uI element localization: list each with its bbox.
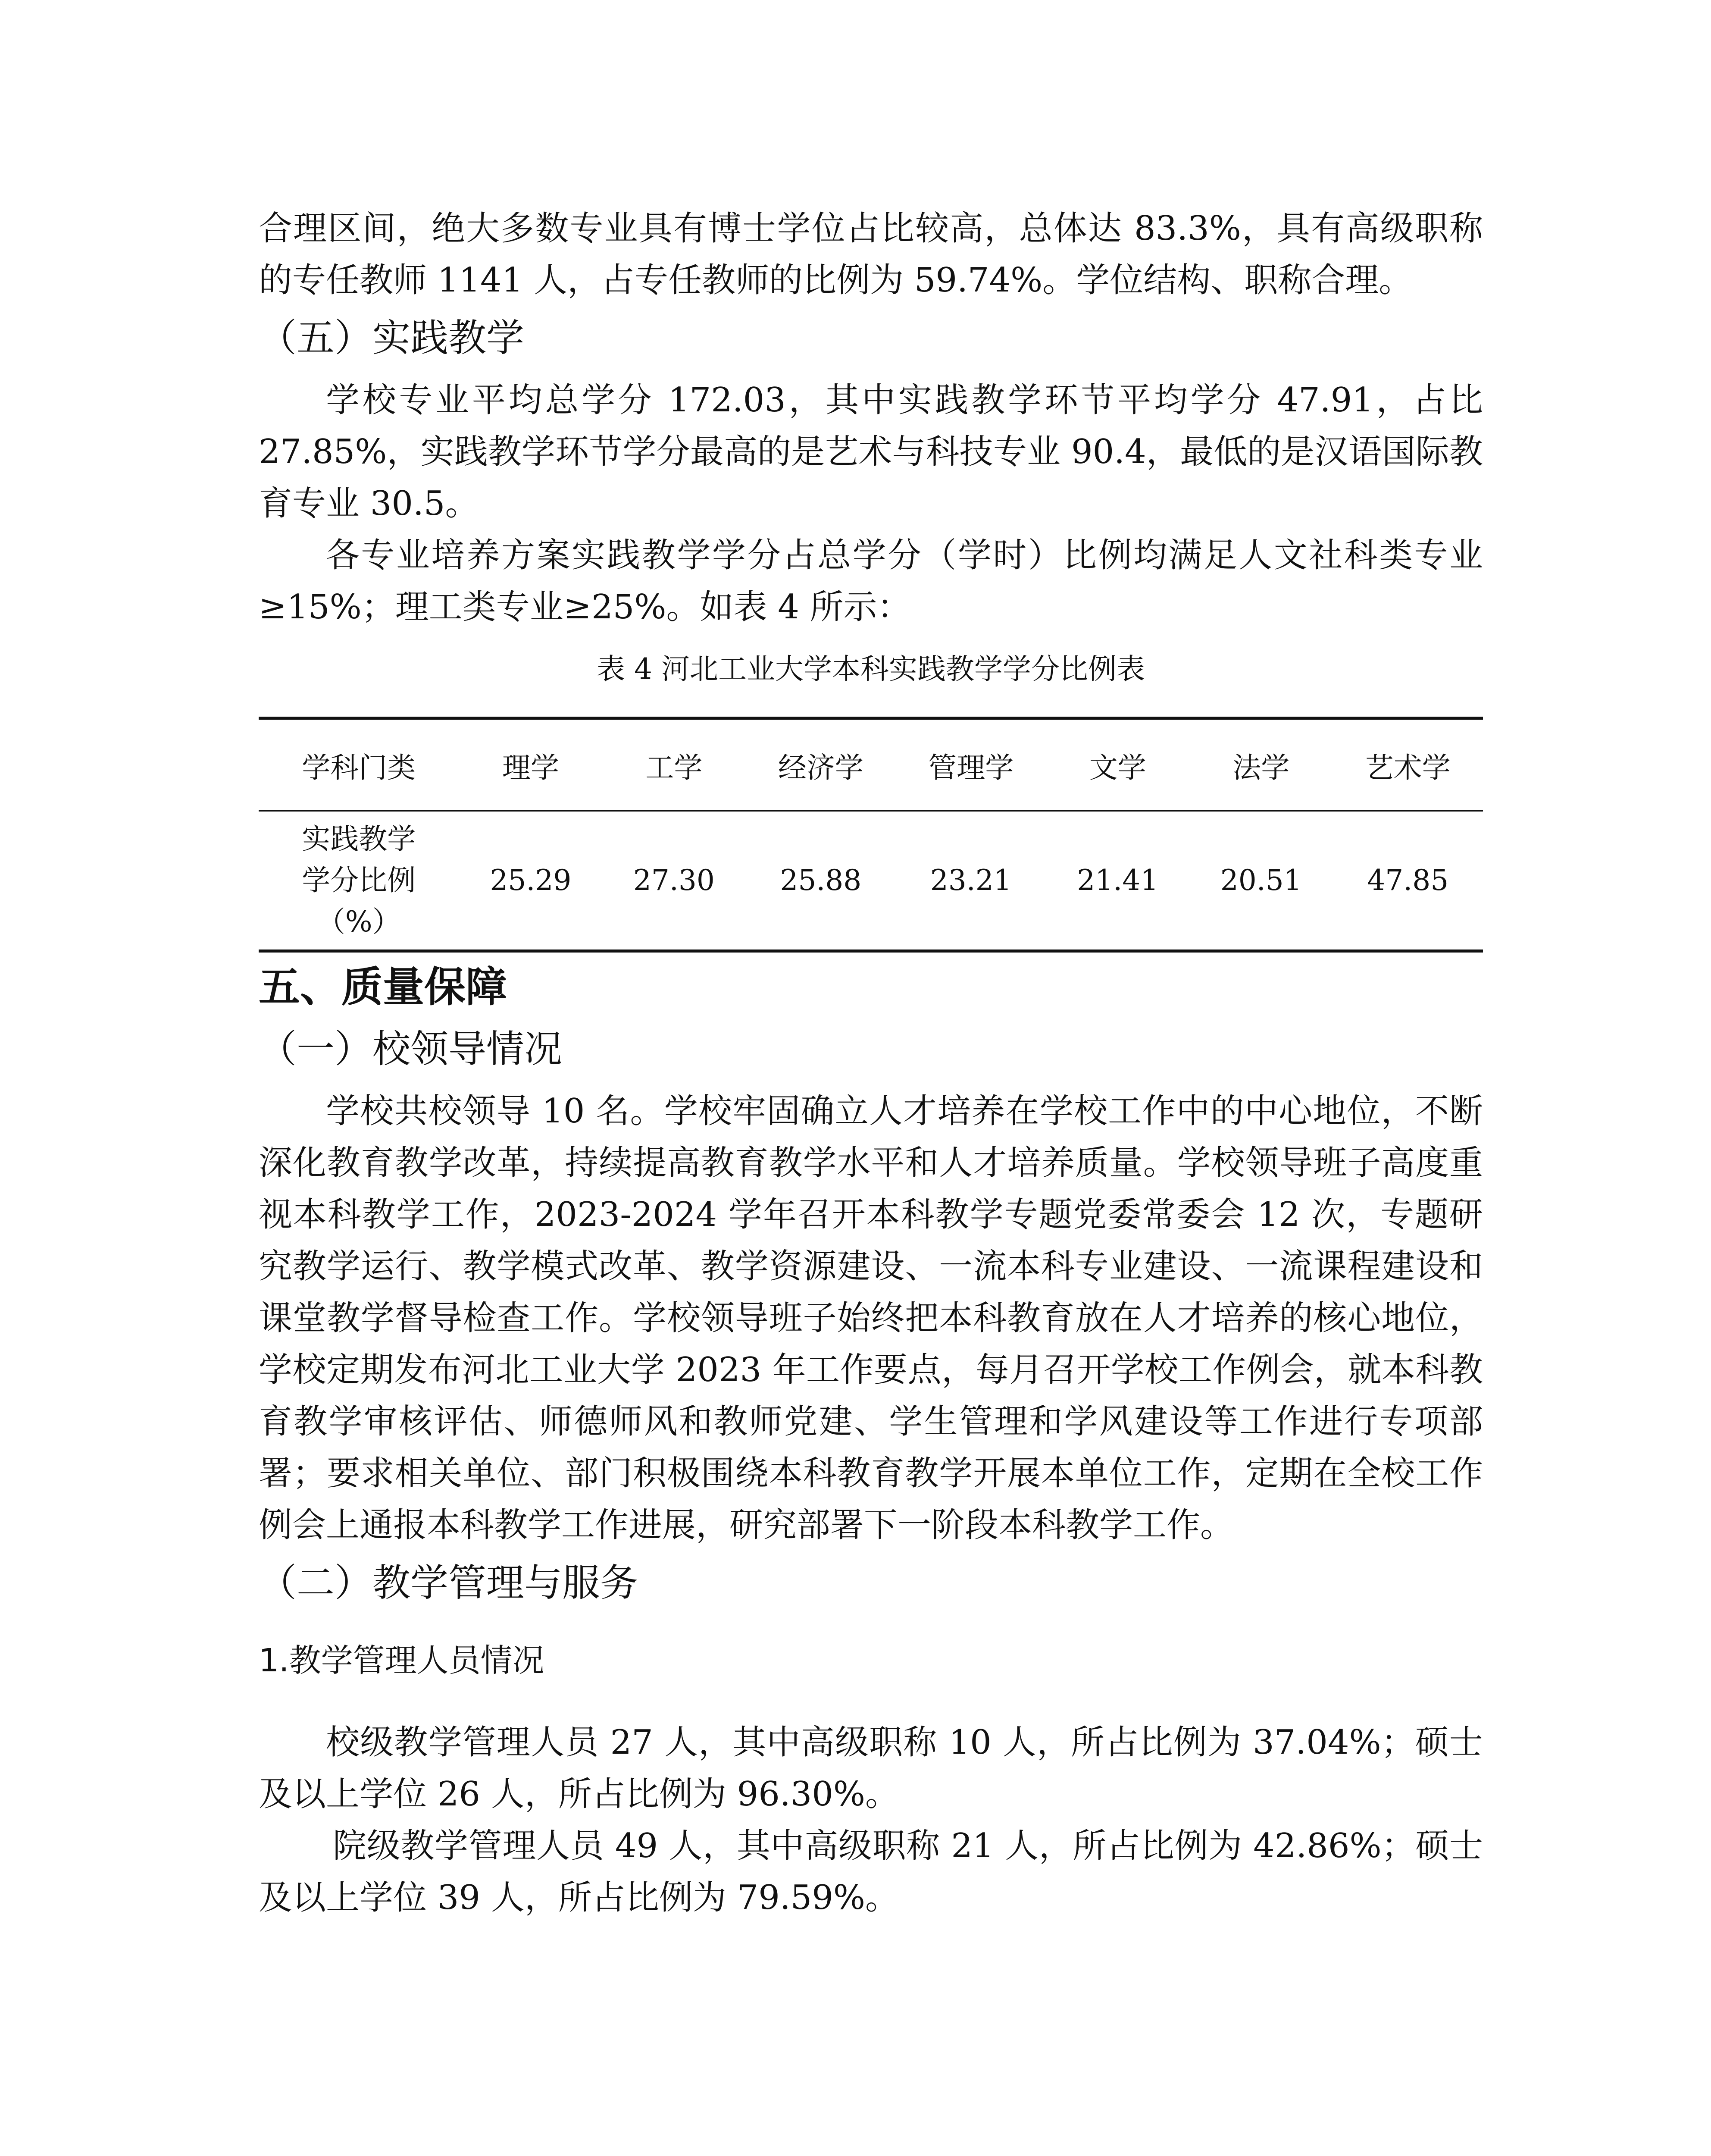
leadership-paragraph: 学校共校领导 10 名。学校牢固确立人才培养在学校工作中的中心地位，不断深化教育教学改革，持续提高教育教学水平和人才培养质量。学校领导班子高度重视本科教学工作，2023-2024 学年召开本科教学专题党委常委会 12 次，专题研究教学运行、教学模式改革、教学资源建设、一流本科专业建设、一流课程建设和课堂教学督导检查工作。学校领导班子始终把本科教育放在人才培养的核心地位，学校定期发布河北工业大学 2023 年工作要点，每月召开学校工作例会，就本科教育教学审核评估、师德师风和教师党建、学生管理和学风建设等工作进行专项部署；要求相关单位、部门积极围绕本科教育教学开展本单位工作，定期在全校工作例会上通报本科教学工作进展，研究部署下一阶段本科教学工作。 bbox=[259, 1092, 1483, 1545]
management-paragraph-1: 校级教学管理人员 27 人，其中高级职称 10 人，所占比例为 37.04%；硕士及以上学位 26 人，所占比例为 96.30%。 bbox=[259, 1723, 1483, 1814]
row-label-line: （%） bbox=[316, 905, 401, 938]
practice-credit-table bbox=[259, 717, 1483, 953]
table-header-cell: 艺术学 bbox=[1365, 751, 1451, 784]
table-row bbox=[259, 811, 1483, 951]
practice-paragraph-2: 各专业培养方案实践教学学分占总学分（学时）比例均满足人文社科类专业≥15%；理工类专业≥25%。如表 4 所示： bbox=[259, 536, 1483, 627]
management-heading: （二）教学管理与服务 bbox=[259, 1561, 638, 1605]
section-quality-heading: 五、质量保障 bbox=[259, 963, 507, 1011]
table-cell: 23.21 bbox=[930, 864, 1012, 897]
section-practice-heading: （五）实践教学 bbox=[259, 316, 525, 360]
table-header-cell: 经济学 bbox=[778, 751, 863, 784]
table-cell: 27.30 bbox=[633, 864, 715, 897]
table-cell: 25.29 bbox=[490, 864, 572, 897]
table-cell: 47.85 bbox=[1367, 864, 1449, 897]
row-label-line: 学分比例 bbox=[302, 864, 416, 897]
table-cell: 21.41 bbox=[1077, 864, 1159, 897]
table-header-cell: 工学 bbox=[645, 751, 703, 784]
leadership-heading: （一）校领导情况 bbox=[259, 1027, 563, 1071]
table-header-row bbox=[259, 718, 1483, 811]
row-label-line: 实践教学 bbox=[302, 822, 416, 856]
table-header-label: 学科门类 bbox=[302, 751, 416, 784]
table-header-cell: 管理学 bbox=[928, 751, 1014, 784]
table-cell: 25.88 bbox=[780, 864, 862, 897]
practice-paragraph-1: 学校专业平均总学分 172.03，其中实践教学环节平均学分 47.91，占比 27.85%，实践教学环节学分最高的是艺术与科技专业 90.4，最低的是汉语国际教育专业 30.5。 bbox=[259, 381, 1483, 523]
table-cell: 20.51 bbox=[1220, 864, 1302, 897]
table-header-cell: 理学 bbox=[502, 751, 559, 784]
table-caption: 表 4 河北工业大学本科实践教学学分比例表 bbox=[597, 652, 1145, 686]
table-row-label bbox=[259, 811, 459, 951]
intro-paragraph: 合理区间，绝大多数专业具有博士学位占比较高，总体达 83.3%，具有高级职称的专任教师 1141 人，占专任教师的比例为 59.74%。学位结构、职称合理。 bbox=[259, 209, 1483, 300]
management-subheading: 1.教学管理人员情况 bbox=[259, 1642, 544, 1679]
table-header-cell: 文学 bbox=[1089, 751, 1146, 784]
management-paragraph-2: 院级教学管理人员 49 人，其中高级职称 21 人，所占比例为 42.86%；硕士及以上学位 39 人，所占比例为 79.59%。 bbox=[259, 1827, 1483, 1917]
table-header-cell: 法学 bbox=[1232, 751, 1290, 784]
page-content bbox=[259, 203, 1483, 1924]
